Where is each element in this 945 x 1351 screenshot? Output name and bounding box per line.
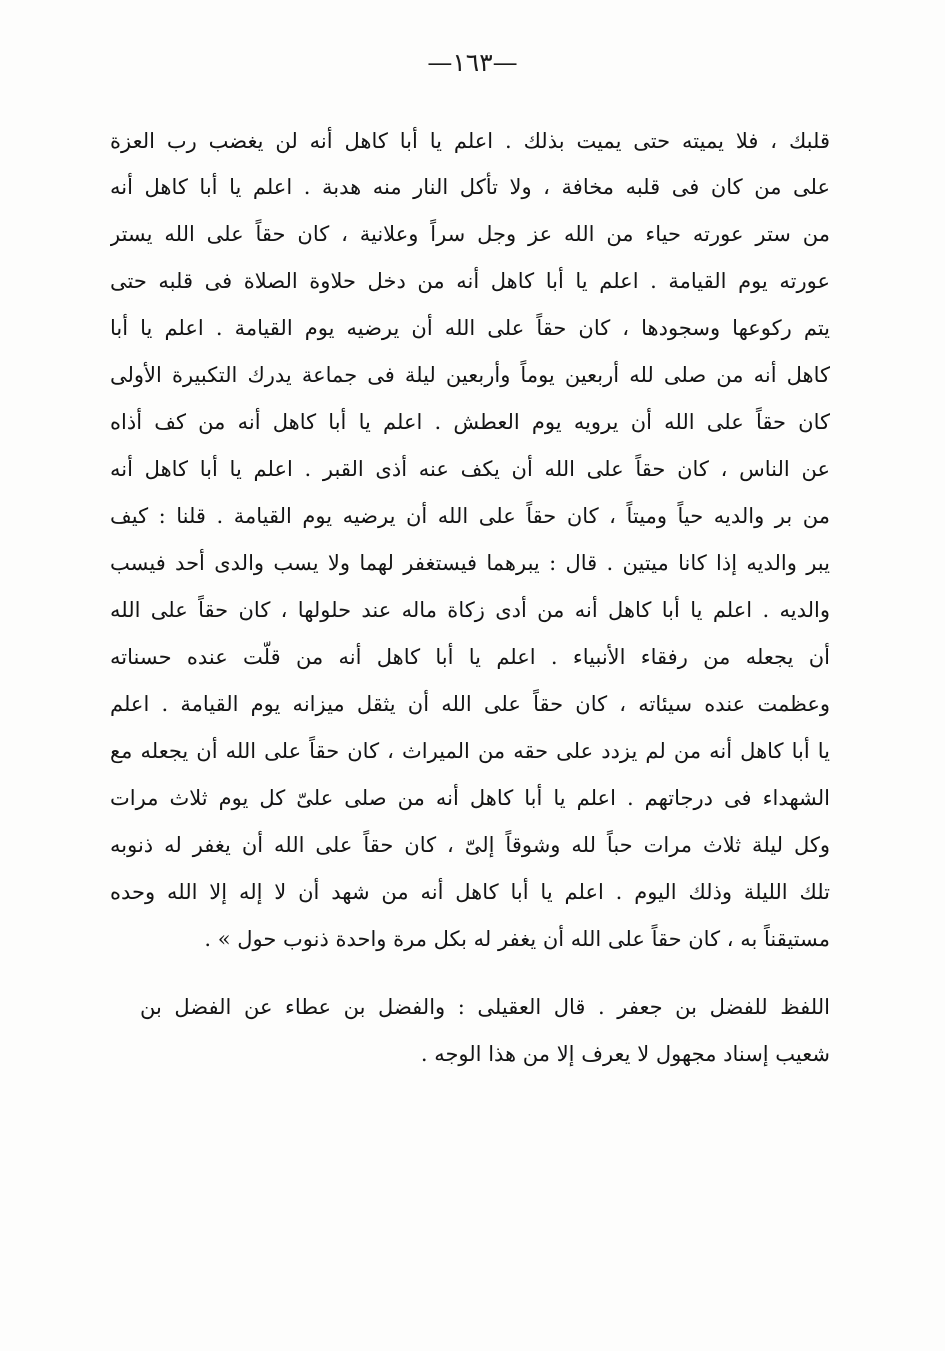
text-line: عن الناس ، كان حقاً على الله أن يكف عنه أذى القبر . اعلم يا أبا كاهل أنه [110,457,830,481]
text-line: أن يجعله من رفقاء الأنبياء . اعلم يا أبا كاهل أنه من قلّت عنده حسناته [110,645,830,669]
page-number: —١٦٣— [427,48,518,77]
text-line: عورته يوم القيامة . اعلم يا أبا كاهل أنه من دخل حلاوة الصلاة فى قلبه حتى [110,269,830,293]
text-line: يبر والديه إذا كانا ميتين . قال : يبرهما فيستغفر لهما ولا يسب والدى أحد فيسب [110,551,830,575]
text-line: كان حقاً على الله أن يرويه يوم العطش . اعلم يا أبا كاهل أنه من كف أذاه [110,410,830,434]
text-line: من ستر عورته حياء من الله عز وجل سراً وعلانية ، كان حقاً على الله يستر [110,222,830,246]
text-line: مستيقناً به ، كان حقاً على الله أن يغفر له بكل مرة واحدة ذنوب حول » . [204,927,830,951]
text-line: والديه . اعلم يا أبا كاهل أنه من أدى زكاة ماله عند حلولها ، كان حقاً على الله [110,598,830,622]
text-line: من بر والديه حياً وميتاً ، كان حقاً على الله أن يرضيه يوم القيامة . قلنا : كيف [110,504,830,528]
text-line: كاهل أنه من صلى لله أربعين يوماً وأربعين ليلة فى جماعة يدرك التكبيرة الأولى [110,363,830,387]
text-line: وعظمت عنده سيئاته ، كان حقاً على الله أن يثقل ميزانه يوم القيامة . اعلم [110,692,830,716]
text-line: اللفظ للفضل بن جعفر . قال العقيلى : والفضل بن عطاء عن الفضل بن [140,995,830,1019]
text-line: شعيب إسناد مجهول لا يعرف إلا من هذا الوجه . [420,1042,830,1066]
text-line: يا أبا كاهل أنه من لم يزدد على حقه من الميراث ، كان حقاً على الله أن يجعله مع [110,739,830,763]
text-line: وكل ليلة ثلاث مرات حباً لله وشوقاً إلىّ ، كان حقاً على الله أن يغفر له ذنوبه [110,833,830,857]
text-line: قلبك ، فلا يميته حتى يميت بذلك . اعلم يا أبا كاهل أنه لن يغضب رب العزة [110,129,830,153]
text-line: على من كان فى قلبه مخافة ، ولا تأكل النار منه هدبة . اعلم يا أبا كاهل أنه [110,175,830,199]
text-line: يتم ركوعها وسجودها ، كان حقاً على الله أن يرضيه يوم القيامة . اعلم يا أبا [110,316,830,340]
text-line: تلك الليلة وذلك اليوم . اعلم يا أبا كاهل أنه من شهد أن لا إله إلا الله وحده [110,880,830,904]
text-line: الشهداء فى درجاتهم . اعلم يا أبا كاهل أنه من صلى علىّ كل يوم ثلاث مرات [110,786,830,810]
